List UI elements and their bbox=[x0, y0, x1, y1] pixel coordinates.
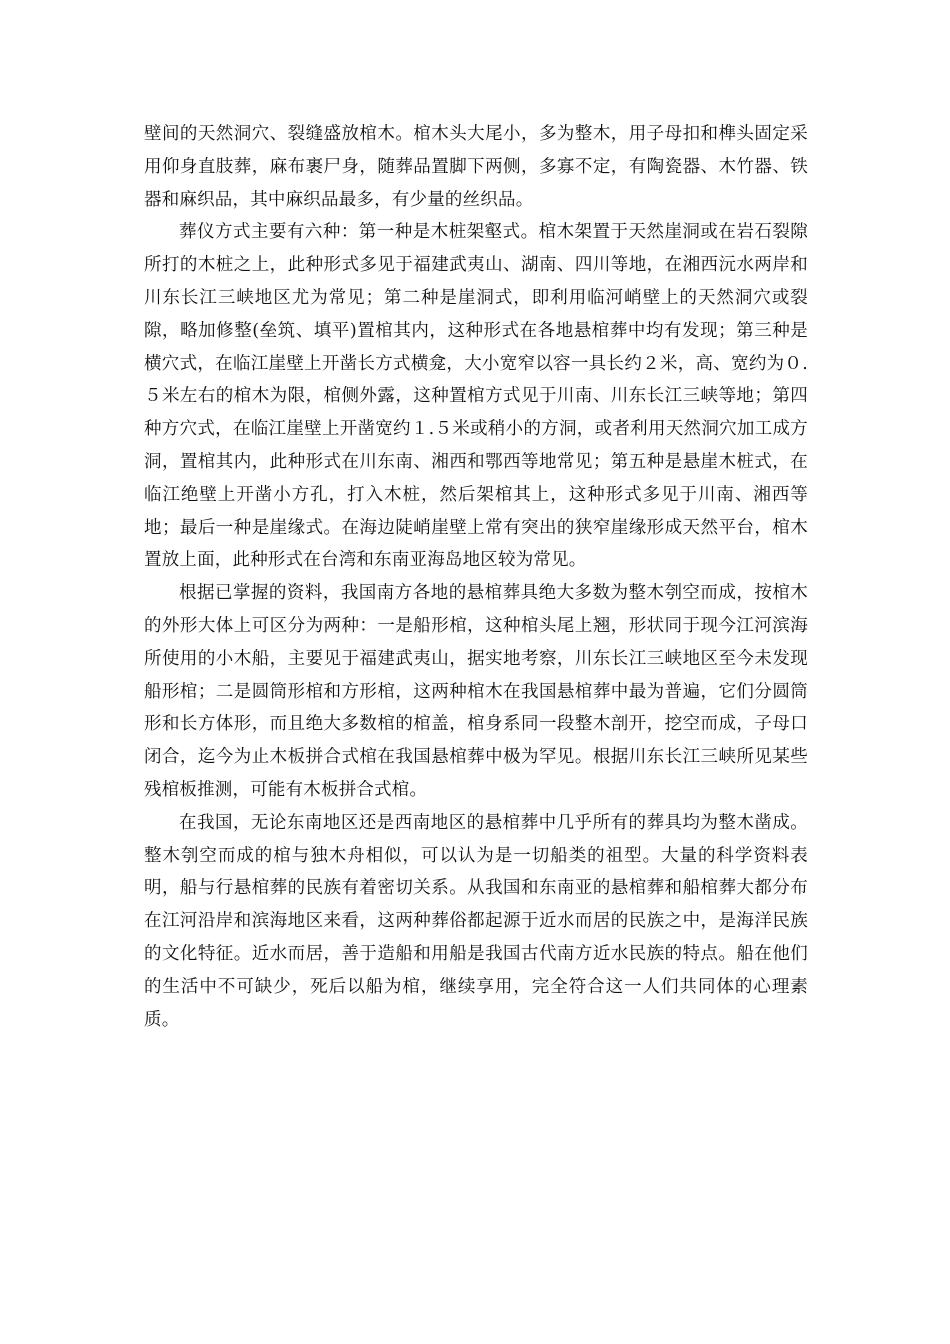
paragraph-1: 壁间的天然洞穴、裂缝盛放棺木。棺木头大尾小，多为整木，用子母扣和榫头固定采用仰身直肢葬，麻布裹尸身，随葬品置脚下两侧，多寡不定，有陶瓷器、木竹器、铁器和麻织品，其中麻织品最多，有少量的丝织品。 bbox=[144, 124, 808, 210]
document-body bbox=[144, 118, 808, 1036]
paragraph-2: 葬仪方式主要有六种：第一种是木桩架壑式。棺木架置于天然崖洞或在岩石裂隙所打的木桩之上，此种形式多见于福建武夷山、湖南、四川等地，在湘西沅水两岸和川东长江三峡地区尤为常见；第二种是崖洞式，即利用临河峭壁上的天然洞穴或裂隙，略加修整(垒筑、填平)置棺其内，这种形式在各地悬棺葬中均有发现；第三种是横穴式，在临江崖壁上开凿长方式横龛，大小宽窄以容一具长约２米，高、宽约为０.５米左右的棺木为限，棺侧外露，这种置棺方式见于川南、川东长江三峡等地；第四种方穴式，在临江崖壁上开凿宽约１.５米或稍小的方洞，或者利用天然洞穴加工成方洞，置棺其内，此种形式在川东南、湘西和鄂西等地常见；第五种是悬崖木桩式，在临江绝壁上开凿小方孔，打入木桩，然后架棺其上，这种形式多见于川南、湘西等地；最后一种是崖缘式。在海边陡峭崖壁上常有突出的狭窄崖缘形成天然平台，棺木置放上面，此种形式在台湾和东南亚海岛地区较为常见。 bbox=[144, 222, 808, 571]
paragraph-4: 在我国，无论东南地区还是西南地区的悬棺葬中几乎所有的葬具均为整木凿成。整木刳空而成的棺与独木舟相似，可以认为是一切船类的祖型。大量的科学资料表明，船与行悬棺葬的民族有着密切关系。从我国和东南亚的悬棺葬和船棺葬大都分布在江河沿岸和滨海地区来看，这两种葬俗都起源于近水而居的民族之中，是海洋民族的文化特征。近水而居，善于造船和用船是我国古代南方近水民族的特点。船在他们的生活中不可缺少，死后以船为棺，继续享用，完全符合这一人们共同体的心理素质。 bbox=[144, 812, 808, 1030]
paragraph-3: 根据已掌握的资料，我国南方各地的悬棺葬具绝大多数为整木刳空而成，按棺木的外形大体上可区分为两种：一是船形棺，这种棺头尾上翘，形状同于现今江河滨海所使用的小木船，主要见于福建武夷山，据实地考察，川东长江三峡地区至今未发现船形棺；二是圆筒形棺和方形棺，这两种棺木在我国悬棺葬中最为普遍，它们分圆筒形和长方体形，而且绝大多数棺的棺盖，棺身系同一段整木剖开，挖空而成，子母口闭合，迄今为止木板拼合式棺在我国悬棺葬中极为罕见。根据川东长江三峡所见某些残棺板推测，可能有木板拼合式棺。 bbox=[144, 583, 808, 800]
